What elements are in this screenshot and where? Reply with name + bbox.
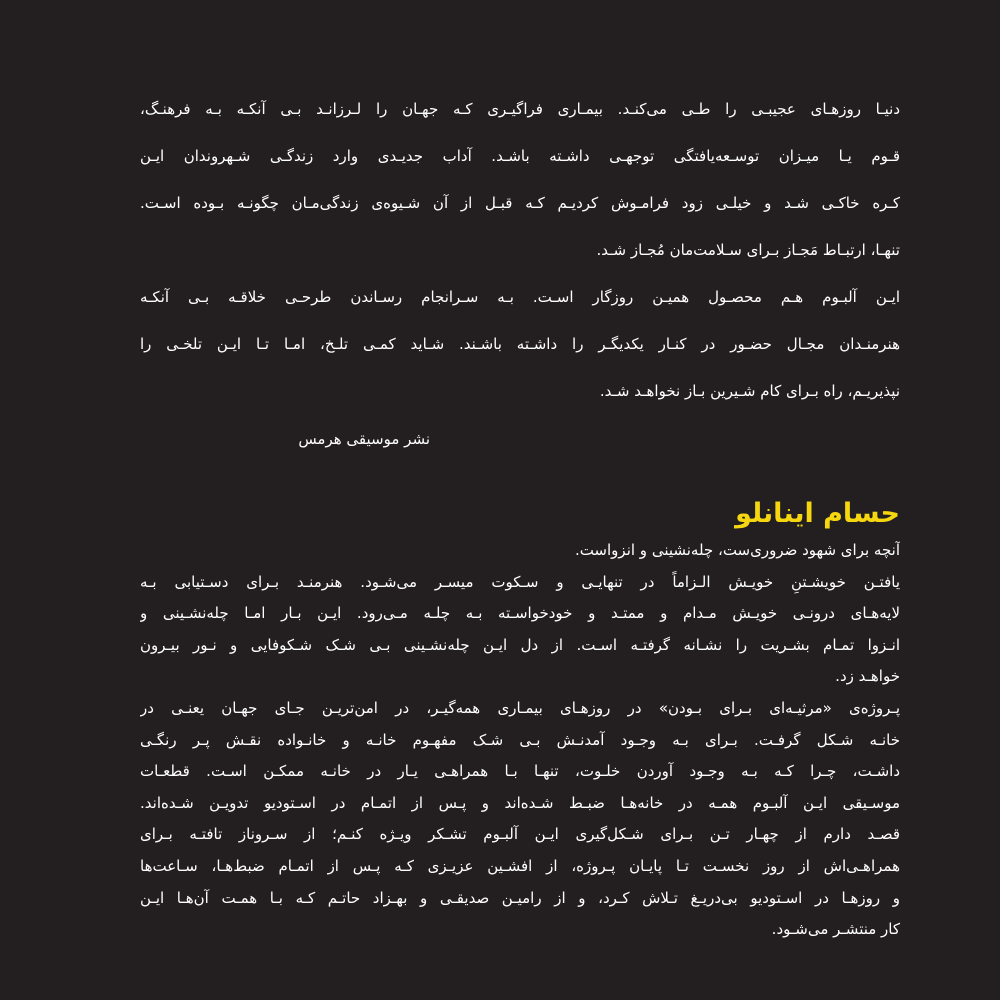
artist-bio [140,535,900,946]
publisher-signature: نشر موسیقی هرمس [298,430,430,448]
intro-line: هنرمنـدان مجـال حضـور در کنـار یکدیگـر را داشـته باشـند. شـاید کمـی تلـخ، امـا تـا ایـن تلخـی را [140,335,900,353]
bio-line: لایه‌هـای درونـی خویـش مـدام و ممتـد و خودخواسـته بـه چلـه مـی‌رود. ایـن بـار امـا چله‌نشـینی و [140,604,900,623]
bio-line: خواهـد زد. [835,667,900,686]
intro-line: قـوم یـا میـزان توسـعه‌یافتگی توجهـی داشـته باشـد. آداب جدیـدی وارد زندگـی شـهروندان ایـن [140,147,900,165]
intro-line: تنهـا، ارتبـاط مَجـاز بـرای سـلامت‌مان مُجـاز شـد. [596,241,900,259]
bio-line: موسـیقی ایـن آلبـوم همـه در خانه‌هـا ضبـط شـده‌اند و پـس از اتمـام در اسـتودیو تدویـن شـده‌اند. [140,793,900,812]
bio-line: پـروژه‌ی «مرثیـه‌ای بـرای بـودن» در روزهـای بیمـاری همه‌گیـر، در امن‌تریـن جـای جهـان یعنـی در [140,698,900,717]
bio-line: همراهـی‌اش از روز نخسـت تـا پایـان پـروژه، از افشـین عزیـزی کـه پـس از اتمـام ضبط‌هـا، سـاعت‌ها [140,856,900,875]
bio-line: کار منتشـر می‌شـود. [771,920,900,939]
intro-line: دنیـا روزهـای عجیبـی را طـی می‌کنـد. بیمـاری فراگیـری کـه جهـان را لـرزانـد بـی آنکـه بـه فرهنـگ، [140,100,900,118]
bio-line: یافتـن خویشـتنِ خویـش الـزاماً در تنهایـی و سـکوت میسـر می‌شـود. هنرمنـد بـرای دسـتیابی بـه [140,572,900,591]
intro-line: نپذیریـم، راه بـرای کام شـیرین بـاز نخواهـد شـد. [599,382,900,400]
bio-line: انـزوا تمـام بشـریت را نشـانه گرفتـه اسـت. از دل ایـن چله‌نشـینی بـی شـک شـکوفایی و نـور بیـرون [140,635,900,654]
artist-name-heading: حسام اینانلو [735,498,900,529]
intro-paragraph [140,86,900,415]
intro-line: ایـن آلبـوم هـم محصـول همیـن روزگار اسـت. بـه سـرانجام رسـاندن طرحـی خلاقـه بـی آنکـه [140,288,900,306]
bio-line: خانـه شـکل گرفـت. بـرای بـه وجـود آمدنـش بـی شـک مفهـوم خانـه و خانـواده نقـش پـر رنگـی [140,730,900,749]
bio-line: قصـد دارم از چهـار تـن بـرای شـکل‌گیری ایـن آلبـوم تشـکر ویـژه کنـم؛ از سـروناز تافتـه بـرای [140,825,900,844]
bio-line: و روزهـا در اسـتودیو بی‌دریـغ تـلاش کـرد، و از رامیـن صدیقـی و بهـزاد حاتـم کـه بـا همـت آن‌هـا ایـن [140,888,900,907]
intro-line: کـره خاکـی شـد و خیلـی زود فرامـوش کردیـم کـه قبـل از آن شـیوه‌ی زندگی‌مـان چگونـه بـوده اسـت. [140,194,900,212]
bio-line: داشـت، چـرا کـه بـه وجـود آوردن خلـوت، تنهـا بـا همراهـی یـار در خانـه ممکـن اسـت. قطعـات [140,762,900,781]
bio-line: آنچه برای شهود ضروری‌ست، چله‌نشینی و انزواست. [574,541,900,559]
